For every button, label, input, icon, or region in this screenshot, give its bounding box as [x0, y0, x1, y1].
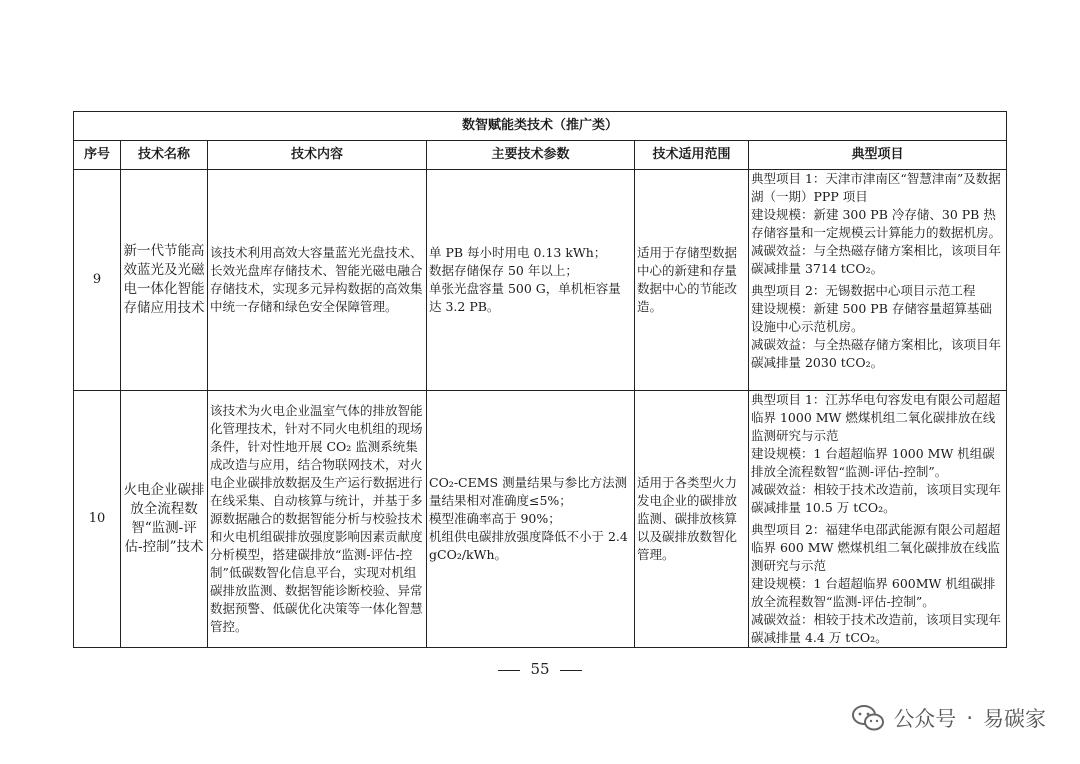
param-line: 单张光盘容量 500 G，单机柜容量达 3.2 PB。: [429, 281, 621, 314]
param-line: CO₂-CEMS 测量结果与参比方法测量结果相对准确度≤5%；: [429, 475, 628, 508]
row-number: 9: [74, 170, 121, 391]
header-main-params: 主要技术参数: [427, 141, 635, 170]
project-effect: 减碳效益：与全热磁存储方案相比，该项目年碳减排量 2030 tCO₂。: [751, 337, 1002, 370]
header-number: 序号: [74, 141, 121, 170]
param-line: 模型准确率高于 90%；: [429, 511, 561, 526]
project-title: 典型项目 1：天津市津南区“智慧津南”及数据湖（一期）PPP 项目: [751, 171, 1001, 204]
watermark-account-label: 公众号: [893, 707, 957, 731]
tech-content: 该技术为火电企业温室气体的排放智能化管理技术，针对不同火电机组的现场条件，针对性地开展 CO₂ 监测系统集成改造与应用，结合物联网技术，对火电企业碳排放数据及生产运行数据进行在线采集、自动核算与统计，并基于多源数据融合的数据智能分析与校验技术和火电机组碳排放强度影响因素贡献度分析模型，搭建碳排放“监测-评估-控制”低碳数智化信息平台，实现对机组碳排放监测、数据智能诊断校验、异常数据预警、低碳优化决策等一体化智慧管控。: [208, 391, 427, 648]
footer-dash-right: [560, 670, 582, 671]
typical-projects: [749, 391, 1007, 648]
watermark-brand: 易碳家: [983, 707, 1046, 731]
param-line: 数据存储保存 50 年以上；: [429, 263, 578, 278]
tech-name: 新一代节能高效蓝光及光磁电一体化智能存储应用技术: [121, 170, 208, 391]
project-effect: 减碳效益：与全热磁存储方案相比，该项目年碳减排量 3714 tCO₂。: [751, 243, 1002, 276]
tech-scope: 适用于各类型火力发电企业的碳排放监测、碳排放核算以及碳排放数智化管理。: [635, 391, 749, 648]
project-title: 典型项目 1：江苏华电句容发电有限公司超超临界 1000 MW 燃煤机组二氧化碳排放在线监测研究与示范: [751, 392, 1001, 443]
page-footer: [0, 660, 1080, 678]
table-row: [74, 170, 1007, 391]
footer-dash-left: [498, 670, 520, 671]
project-effect: 减碳效益：相较于技术改造前，该项目实现年碳减排量 10.5 万 tCO₂。: [751, 482, 1002, 515]
tech-params: [427, 391, 635, 648]
project-title: 典型项目 2：无锡数据中心项目示范工程: [751, 283, 976, 298]
project-scale: 建设规模：1 台超超临界 600MW 机组碳排放全流程数智“监测-评估-控制”。: [751, 576, 996, 609]
tech-name: 火电企业碳排放全流程数智“监测-评估-控制”技术: [121, 391, 208, 648]
header-tech-content: 技术内容: [208, 141, 427, 170]
project-scale: 建设规模：新建 500 PB 存储容量超算基础设施中心示范机房。: [751, 301, 992, 334]
project-scale: 建设规模：1 台超超临界 1000 MW 机组碳排放全流程数智“监测-评估-控制”。: [751, 446, 995, 479]
header-typical-projects: 典型项目: [749, 141, 1007, 170]
tech-content: 该技术利用高效大容量蓝光光盘技术、长效光盘库存储技术、智能光磁电融合存储技术，实现多元异构数据的高效集中统一存储和绿色安全保障管理。: [208, 170, 427, 391]
header-scope: 技术适用范围: [635, 141, 749, 170]
row-number: 10: [74, 391, 121, 648]
table-row: [74, 391, 1007, 648]
tech-params: [427, 170, 635, 391]
table-title: 数智赋能类技术（推广类）: [74, 112, 1007, 141]
technology-table: [73, 111, 1007, 648]
wechat-icon: [851, 704, 885, 732]
param-line: 机组供电碳排放强度降低不小于 2.4 gCO₂/kWh。: [429, 529, 628, 562]
typical-projects: [749, 170, 1007, 391]
project-title: 典型项目 2：福建华电邵武能源有限公司超超临界 600 MW 燃煤机组二氧化碳排放在线监测研究与示范: [751, 522, 1001, 573]
tech-scope: 适用于存储型数据中心的新建和存量数据中心的节能改造。: [635, 170, 749, 391]
page-number: 55: [530, 660, 550, 678]
watermark-separator: ·: [966, 706, 973, 730]
project-scale: 建设规模：新建 300 PB 冷存储、30 PB 热存储容量和一定规模云计算能力的数据机房。: [751, 207, 1002, 240]
param-line: 单 PB 每小时用电 0.13 kWh；: [429, 245, 607, 260]
watermark: [851, 703, 1046, 733]
header-tech-name: 技术名称: [121, 141, 208, 170]
project-effect: 减碳效益：相较于技术改造前，该项目实现年碳减排量 4.4 万 tCO₂。: [751, 612, 1002, 645]
